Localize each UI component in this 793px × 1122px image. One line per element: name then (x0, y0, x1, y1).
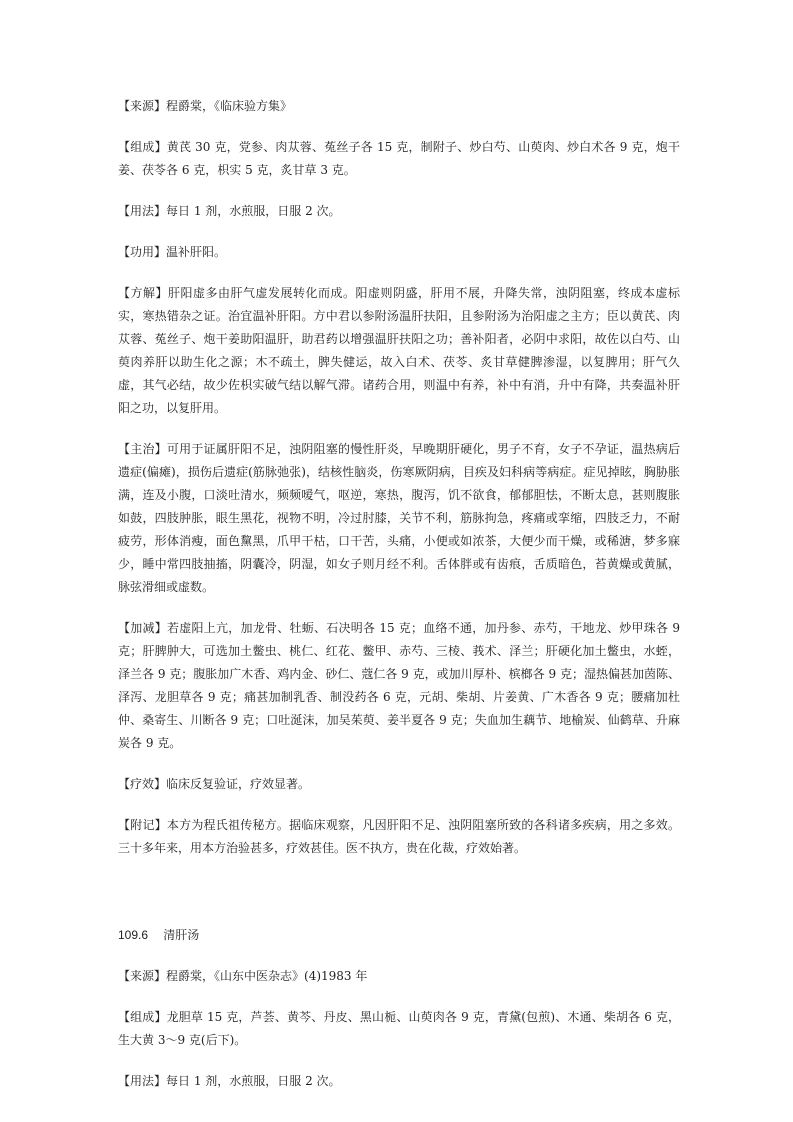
source-text-2: 程爵棠，《山东中医杂志》(4)1983 年 (166, 969, 368, 983)
indications-paragraph (118, 438, 680, 599)
document-page (118, 95, 680, 1111)
composition-paragraph-2 (118, 1006, 680, 1052)
explanation-text: 肝阳虚多由肝气虚发展转化而成。阳虚则阴盛，肝用不展，升降失常，浊阴阻塞，终成本虚标实，寒热错杂之证。治宜温补肝阳。方中君以参附汤温肝扶阳，且参附汤为治阳虚之主方；臣以黄芪、肉苁蓉、菟丝子、炮干姜助阳温肝，助君药以增强温肝扶阳之功；善补阳者，必阴中求阳，故佐以白芍、山萸肉养肝以助生化之源；木不疏土，脾失健运，故入白术、茯苓、炙甘草健脾渗湿，以复脾用；肝气久虚，其气必结，故少佐枳实破气结以解气滞。诸药合用，则温中有养，补中有消，升中有降，共奏温补肝阳之功，以复肝用。 (118, 286, 680, 415)
section-heading (118, 924, 680, 947)
source-paragraph-2 (118, 965, 680, 988)
composition-text-2: 龙胆草 15 克，芦荟、黄芩、丹皮、黑山栀、山萸肉各 9 克，青黛(包煎)、木通、柴胡各 6 克，生大黄 3～9 克(后下)。 (118, 1010, 680, 1047)
usage-paragraph (118, 200, 680, 223)
composition-paragraph (118, 136, 680, 182)
usage-text-2: 每日 1 剂，水煎服，日服 2 次。 (166, 1074, 341, 1088)
section-title: 清肝汤 (163, 928, 200, 942)
source-label: 【来源】 (118, 99, 167, 113)
usage-label: 【用法】 (118, 204, 167, 218)
function-text: 温补肝阳。 (166, 245, 227, 259)
notes-label: 【附记】 (118, 818, 167, 832)
efficacy-paragraph (118, 773, 680, 796)
efficacy-text: 临床反复验证，疗效显著。 (166, 777, 311, 791)
composition-label: 【组成】 (118, 140, 167, 154)
section-number: 109.6 (118, 928, 149, 942)
source-label-2: 【来源】 (118, 969, 167, 983)
function-label: 【功用】 (118, 245, 167, 259)
usage-text: 每日 1 剂，水煎服，日服 2 次。 (166, 204, 341, 218)
composition-label-2: 【组成】 (118, 1010, 167, 1024)
source-paragraph (118, 95, 680, 118)
notes-text: 本方为程氏祖传秘方。据临床观察，凡因肝阳不足、浊阴阻塞所致的各科诸多疾病，用之多效。三十多年来，用本方治验甚多，疗效甚佳。医不执方，贵在化裁，疗效始著。 (118, 818, 680, 855)
usage-label-2: 【用法】 (118, 1074, 167, 1088)
explanation-paragraph (118, 282, 680, 420)
explanation-label: 【方解】 (118, 286, 168, 300)
indications-text: 可用于证属肝阳不足，浊阴阻塞的慢性肝炎，早晚期肝硬化，男子不育，女子不孕证，温热病后遗症(偏瘫)，损伤后遗症(筋脉弛张)，结核性脑炎，伤寒厥阴病，目疾及妇科病等病症。症见掉眩，胸胁胀满，连及小腹，口淡吐清水，频频嗳气，呕逆，寒热，腹泻，饥不欲食，郁郁胆怯，不断太息，甚则腹胀如鼓，四肢肿胀，眼生黑花，视物不明，冷过肘膝，关节不利，筋脉拘急，疼痛或挛缩，四肢乏力，不耐疲劳，形体消瘦，面色黧黑，爪甲干枯，口干苦，头痛，小便或如浓茶，大便少而干燥，或稀溏，梦多寐少，睡中常四肢抽搐，阴囊冷，阴湿，如女子则月经不利。舌体胖或有齿痕，舌质暗色，苔黄燥或黄腻，脉弦滑细或虚数。 (118, 442, 680, 594)
indications-label: 【主治】 (118, 442, 167, 456)
usage-paragraph-2 (118, 1070, 680, 1093)
modifications-text: 若虚阳上亢，加龙骨、牡蛎、石决明各 15 克；血络不通，加丹参、赤芍，干地龙、炒甲珠各 9 克；肝脾肿大，可选加土鳖虫、桃仁、红花、鳖甲、赤芍、三棱、莪术、泽兰；肝硬化加土鳖虫，水蛭，泽兰各 9 克；腹胀加广木香、鸡内金、砂仁、蔻仁各 9 克，或加川厚朴、槟榔各 9 克；湿热偏甚加茵陈、泽泻、龙胆草各 9 克；痛甚加制乳香、制没药各 6 克，元胡、柴胡、片姜黄、广木香各 9 克；腰痛加杜仲、桑寄生、川断各 9 克；口吐涎沫，加吴茱萸、姜半夏各 9 克；失血加生藕节、地榆炭、仙鹤草、升麻炭各 9 克。 (118, 621, 680, 750)
composition-text: 黄芪 30 克，党参、肉苁蓉、菟丝子各 15 克，制附子、炒白芍、山萸肉、炒白术各 9 克，炮干姜、茯苓各 6 克，枳实 5 克，炙甘草 3 克。 (118, 140, 680, 177)
modifications-label: 【加减】 (118, 621, 168, 635)
efficacy-label: 【疗效】 (118, 777, 167, 791)
section-spacer (118, 878, 680, 924)
notes-paragraph (118, 814, 680, 860)
modifications-paragraph (118, 617, 680, 755)
source-text: 程爵棠，《临床验方集》 (166, 99, 293, 113)
function-paragraph (118, 241, 680, 264)
